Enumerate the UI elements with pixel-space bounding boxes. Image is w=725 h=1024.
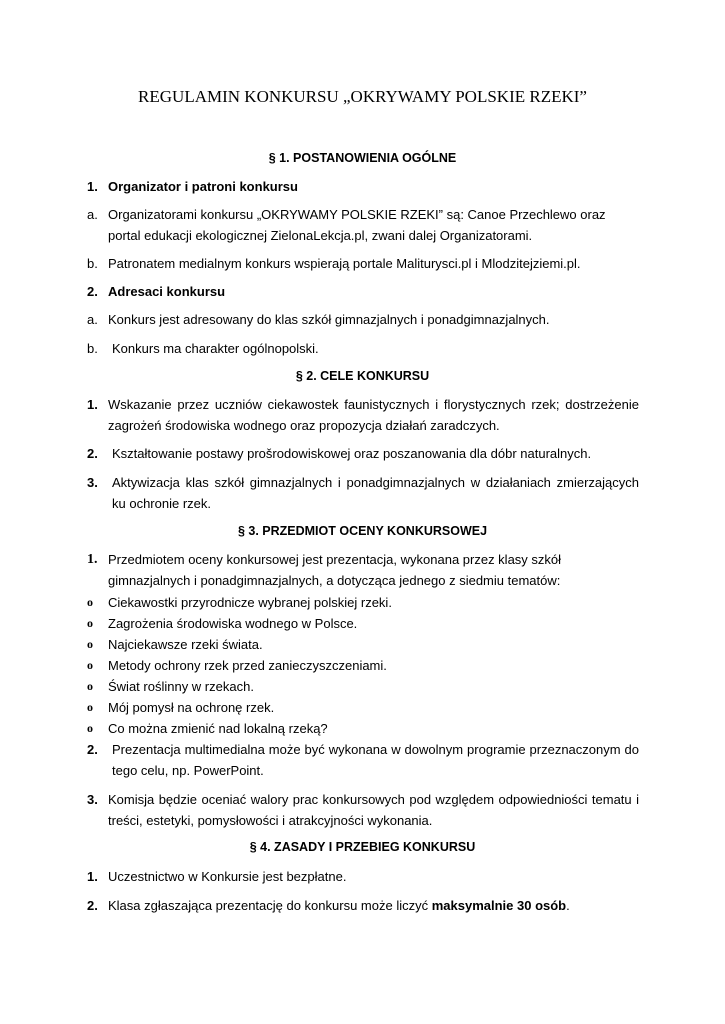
item-text	[87, 895, 639, 916]
topic-text: Ciekawostki przyrodnicze wybranej polskiej rzeki.	[108, 595, 392, 610]
item-text: Przedmiotem oceny konkursowej jest prezentacja, wykonana przez klasy szkół gimnazjalnych i ponadgimnazjalnych, a dotycząca jednego z siedmiu tematów:	[108, 552, 562, 588]
list-item	[87, 309, 639, 330]
item-text: Konkurs jest adresowany do klas szkół gimnazjalnych i ponadgimnazjalnych.	[108, 312, 550, 327]
bullet-marker: o	[87, 637, 93, 651]
topic-text: Najciekawsze rzeki świata.	[108, 637, 263, 652]
section-4-heading: § 4. ZASADY I PRZEBIEG KONKURSU	[249, 840, 476, 854]
topic-text: Co można zmienić nad lokalną rzeką?	[108, 721, 328, 736]
bullet-marker: o	[87, 679, 93, 693]
section-2-heading: § 2. CELE KONKURSU	[295, 369, 430, 383]
item-marker: 3.	[87, 475, 98, 490]
item-text: Organizatorami konkursu „OKRYWAMY POLSKIE RZEKI” są: Canoe Przechlewo oraz portal edukacji ekologicznej ZielonaLekcja.pl, zwani dalej Organizatorami.	[108, 207, 606, 243]
list-item	[87, 739, 639, 781]
item-marker: 1.	[87, 552, 98, 567]
topic-item	[87, 655, 639, 676]
list-item	[87, 866, 639, 887]
item-marker: a.	[87, 312, 98, 327]
item-text: Patronatem medialnym konkurs wspierają portale Maliturysci.pl i Mlodzitejziemi.pl.	[108, 256, 581, 271]
item-marker: 2.	[87, 742, 98, 757]
topic-item	[87, 634, 639, 655]
item-text: Konkurs ma charakter ogólnopolski.	[112, 341, 319, 356]
item-text: Organizator i patroni konkursu	[108, 179, 298, 194]
list-item	[87, 789, 639, 831]
list-item	[87, 394, 639, 436]
item-text: Komisja będzie oceniać walory prac konkursowych pod względem odpowiedniości tematu i treści, estetyki, pomysłowości i atrakcyjności wykonania.	[108, 792, 639, 828]
item-text: Prezentacja multimedialna może być wykonana w dowolnym programie przeznaczonym do tego celu, np. PowerPoint.	[112, 742, 639, 778]
list-item	[87, 253, 639, 274]
item-marker: b.	[87, 256, 98, 271]
topic-text: Zagrożenia środowiska wodnego w Polsce.	[108, 616, 358, 631]
item-marker: 2.	[87, 446, 98, 461]
bullet-marker: o	[87, 658, 93, 672]
bullet-marker: o	[87, 595, 93, 609]
list-item	[87, 281, 639, 302]
topic-item	[87, 718, 639, 739]
item-marker: a.	[87, 207, 98, 222]
bullet-marker: o	[87, 700, 93, 714]
list-item	[87, 204, 639, 246]
bullet-marker: o	[87, 721, 93, 735]
item-marker: 3.	[87, 792, 98, 807]
item-text: Aktywizacja klas szkół gimnazjalnych i ponadgimnazjalnych w działaniach zmierzających ku ochronie rzek.	[112, 475, 639, 511]
item-marker: 2.	[87, 284, 98, 299]
list-item	[87, 549, 639, 591]
item-text-plain: Klasa zgłaszająca prezentację do konkursu może liczyć	[108, 898, 432, 913]
item-text: Uczestnictwo w Konkursie jest bezpłatne.	[108, 869, 347, 884]
list-item	[87, 176, 639, 197]
item-marker: 1.	[87, 397, 98, 412]
item-marker: 2.	[87, 898, 98, 913]
item-text-end: .	[566, 898, 570, 913]
topic-item	[87, 592, 639, 613]
section-1-heading: § 1. POSTANOWIENIA OGÓLNE	[268, 151, 457, 165]
topic-item	[87, 676, 639, 697]
item-marker: b.	[87, 341, 98, 356]
item-text: Wskazanie przez uczniów ciekawostek faunistycznych i florystycznych rzek; dostrzeżenie zagrożeń środowiska wodnego oraz propozycja działań zaradczych.	[108, 397, 639, 433]
document-title: REGULAMIN KONKURSU „OKRYWAMY POLSKIE RZEKI”	[138, 87, 587, 106]
item-text: Adresaci konkursu	[108, 284, 226, 299]
list-item	[87, 338, 639, 359]
list-item	[87, 895, 639, 916]
topic-item	[87, 697, 639, 718]
topic-text: Świat roślinny w rzekach.	[108, 679, 254, 694]
item-text-emphasis: maksymalnie 30 osób	[431, 898, 567, 913]
item-text: Kształtowanie postawy prošrodowiskowej oraz poszanowania dla dóbr naturalnych.	[112, 446, 592, 461]
item-marker: 1.	[87, 869, 98, 884]
list-item	[87, 443, 639, 464]
list-item	[87, 472, 639, 514]
topic-text: Metody ochrony rzek przed zanieczyszczeniami.	[108, 658, 387, 673]
bullet-marker: o	[87, 616, 93, 630]
topic-text: Mój pomysł na ochronę rzek.	[108, 700, 275, 715]
topic-item	[87, 613, 639, 634]
item-marker: 1.	[87, 179, 98, 194]
section-3-heading: § 3. PRZEDMIOT OCENY KONKURSOWEJ	[237, 524, 488, 538]
